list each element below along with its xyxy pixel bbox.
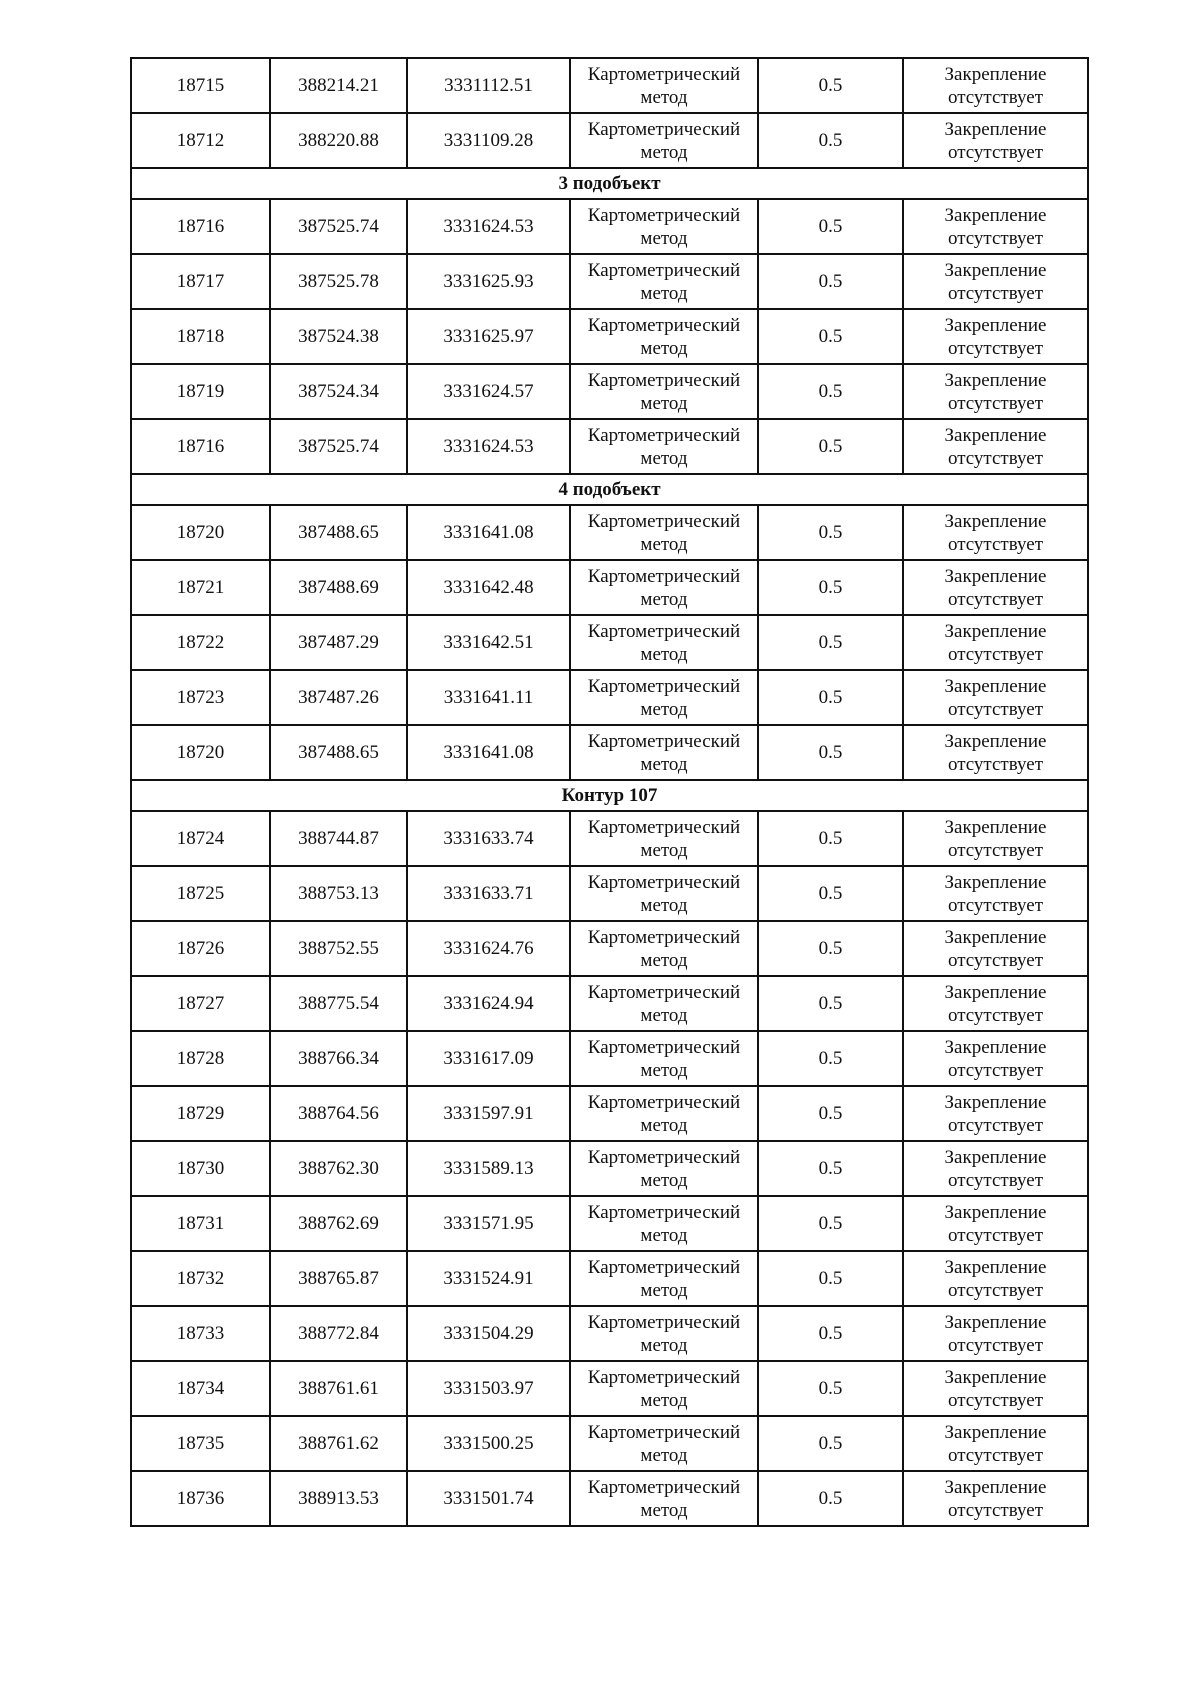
fixing-cell: Закрепление отсутствует [903, 1416, 1088, 1471]
method-cell: Картометрический метод [570, 1306, 758, 1361]
accuracy-cell: 0.5 [758, 309, 903, 364]
method-cell: Картометрический метод [570, 811, 758, 866]
accuracy-cell: 0.5 [758, 560, 903, 615]
accuracy-cell: 0.5 [758, 866, 903, 921]
accuracy-cell: 0.5 [758, 1361, 903, 1416]
method-cell: Картометрический метод [570, 670, 758, 725]
point-number-cell: 18728 [131, 1031, 270, 1086]
x-coordinate-cell: 387487.29 [270, 615, 407, 670]
accuracy-cell: 0.5 [758, 921, 903, 976]
method-cell: Картометрический метод [570, 254, 758, 309]
method-cell: Картометрический метод [570, 615, 758, 670]
fixing-cell: Закрепление отсутствует [903, 58, 1088, 113]
y-coordinate-cell: 3331642.51 [407, 615, 570, 670]
x-coordinate-cell: 387487.26 [270, 670, 407, 725]
table-row [131, 811, 1088, 866]
accuracy-cell: 0.5 [758, 113, 903, 168]
accuracy-cell: 0.5 [758, 199, 903, 254]
method-cell: Картометрический метод [570, 1086, 758, 1141]
accuracy-cell: 0.5 [758, 1141, 903, 1196]
fixing-cell: Закрепление отсутствует [903, 309, 1088, 364]
point-number-cell: 18733 [131, 1306, 270, 1361]
x-coordinate-cell: 388753.13 [270, 866, 407, 921]
y-coordinate-cell: 3331624.94 [407, 976, 570, 1031]
accuracy-cell: 0.5 [758, 1086, 903, 1141]
point-number-cell: 18716 [131, 419, 270, 474]
y-coordinate-cell: 3331624.57 [407, 364, 570, 419]
point-number-cell: 18712 [131, 113, 270, 168]
y-coordinate-cell: 3331633.71 [407, 866, 570, 921]
y-coordinate-cell: 3331625.97 [407, 309, 570, 364]
y-coordinate-cell: 3331624.53 [407, 199, 570, 254]
x-coordinate-cell: 388766.34 [270, 1031, 407, 1086]
accuracy-cell: 0.5 [758, 58, 903, 113]
coordinates-table [130, 57, 1089, 1527]
fixing-cell: Закрепление отсутствует [903, 1141, 1088, 1196]
table-row [131, 1196, 1088, 1251]
method-cell: Картометрический метод [570, 309, 758, 364]
method-cell: Картометрический метод [570, 1361, 758, 1416]
x-coordinate-cell: 388220.88 [270, 113, 407, 168]
point-number-cell: 18725 [131, 866, 270, 921]
method-cell: Картометрический метод [570, 866, 758, 921]
point-number-cell: 18727 [131, 976, 270, 1031]
x-coordinate-cell: 388761.61 [270, 1361, 407, 1416]
section-title: 3 подобъект [131, 168, 1088, 199]
x-coordinate-cell: 388214.21 [270, 58, 407, 113]
method-cell: Картометрический метод [570, 364, 758, 419]
point-number-cell: 18723 [131, 670, 270, 725]
y-coordinate-cell: 3331589.13 [407, 1141, 570, 1196]
method-cell: Картометрический метод [570, 1251, 758, 1306]
method-cell: Картометрический метод [570, 1141, 758, 1196]
y-coordinate-cell: 3331504.29 [407, 1306, 570, 1361]
point-number-cell: 18724 [131, 811, 270, 866]
fixing-cell: Закрепление отсутствует [903, 921, 1088, 976]
table-row [131, 199, 1088, 254]
y-coordinate-cell: 3331501.74 [407, 1471, 570, 1526]
point-number-cell: 18717 [131, 254, 270, 309]
table-row [131, 976, 1088, 1031]
accuracy-cell: 0.5 [758, 1031, 903, 1086]
y-coordinate-cell: 3331642.48 [407, 560, 570, 615]
section-header-row [131, 168, 1088, 199]
fixing-cell: Закрепление отсутствует [903, 811, 1088, 866]
y-coordinate-cell: 3331633.74 [407, 811, 570, 866]
table-row [131, 1471, 1088, 1526]
fixing-cell: Закрепление отсутствует [903, 560, 1088, 615]
y-coordinate-cell: 3331641.08 [407, 505, 570, 560]
accuracy-cell: 0.5 [758, 1196, 903, 1251]
accuracy-cell: 0.5 [758, 419, 903, 474]
y-coordinate-cell: 3331641.11 [407, 670, 570, 725]
point-number-cell: 18718 [131, 309, 270, 364]
method-cell: Картометрический метод [570, 976, 758, 1031]
accuracy-cell: 0.5 [758, 1416, 903, 1471]
y-coordinate-cell: 3331641.08 [407, 725, 570, 780]
table-row [131, 309, 1088, 364]
accuracy-cell: 0.5 [758, 670, 903, 725]
coordinates-table-body [131, 58, 1088, 1526]
accuracy-cell: 0.5 [758, 1251, 903, 1306]
table-row [131, 505, 1088, 560]
point-number-cell: 18732 [131, 1251, 270, 1306]
fixing-cell: Закрепление отсутствует [903, 1251, 1088, 1306]
y-coordinate-cell: 3331617.09 [407, 1031, 570, 1086]
table-row [131, 921, 1088, 976]
accuracy-cell: 0.5 [758, 505, 903, 560]
method-cell: Картометрический метод [570, 58, 758, 113]
accuracy-cell: 0.5 [758, 976, 903, 1031]
point-number-cell: 18734 [131, 1361, 270, 1416]
section-title: 4 подобъект [131, 474, 1088, 505]
method-cell: Картометрический метод [570, 560, 758, 615]
fixing-cell: Закрепление отсутствует [903, 1361, 1088, 1416]
point-number-cell: 18729 [131, 1086, 270, 1141]
point-number-cell: 18731 [131, 1196, 270, 1251]
table-row [131, 419, 1088, 474]
x-coordinate-cell: 388765.87 [270, 1251, 407, 1306]
point-number-cell: 18721 [131, 560, 270, 615]
table-row [131, 1361, 1088, 1416]
section-title: Контур 107 [131, 780, 1088, 811]
y-coordinate-cell: 3331524.91 [407, 1251, 570, 1306]
y-coordinate-cell: 3331571.95 [407, 1196, 570, 1251]
fixing-cell: Закрепление отсутствует [903, 1031, 1088, 1086]
accuracy-cell: 0.5 [758, 254, 903, 309]
y-coordinate-cell: 3331624.53 [407, 419, 570, 474]
y-coordinate-cell: 3331625.93 [407, 254, 570, 309]
x-coordinate-cell: 387525.78 [270, 254, 407, 309]
y-coordinate-cell: 3331597.91 [407, 1086, 570, 1141]
table-row [131, 1306, 1088, 1361]
point-number-cell: 18716 [131, 199, 270, 254]
table-row [131, 113, 1088, 168]
point-number-cell: 18730 [131, 1141, 270, 1196]
point-number-cell: 18720 [131, 725, 270, 780]
fixing-cell: Закрепление отсутствует [903, 1471, 1088, 1526]
table-row [131, 1416, 1088, 1471]
table-row [131, 1141, 1088, 1196]
fixing-cell: Закрепление отсутствует [903, 670, 1088, 725]
fixing-cell: Закрепление отсутствует [903, 1306, 1088, 1361]
x-coordinate-cell: 388744.87 [270, 811, 407, 866]
accuracy-cell: 0.5 [758, 1306, 903, 1361]
fixing-cell: Закрепление отсутствует [903, 199, 1088, 254]
point-number-cell: 18722 [131, 615, 270, 670]
point-number-cell: 18736 [131, 1471, 270, 1526]
table-row [131, 254, 1088, 309]
method-cell: Картометрический метод [570, 921, 758, 976]
x-coordinate-cell: 388764.56 [270, 1086, 407, 1141]
fixing-cell: Закрепление отсутствует [903, 615, 1088, 670]
point-number-cell: 18715 [131, 58, 270, 113]
method-cell: Картометрический метод [570, 1031, 758, 1086]
fixing-cell: Закрепление отсутствует [903, 113, 1088, 168]
method-cell: Картометрический метод [570, 505, 758, 560]
accuracy-cell: 0.5 [758, 615, 903, 670]
table-row [131, 866, 1088, 921]
x-coordinate-cell: 388752.55 [270, 921, 407, 976]
accuracy-cell: 0.5 [758, 811, 903, 866]
x-coordinate-cell: 388762.69 [270, 1196, 407, 1251]
y-coordinate-cell: 3331624.76 [407, 921, 570, 976]
method-cell: Картометрический метод [570, 199, 758, 254]
x-coordinate-cell: 387488.65 [270, 725, 407, 780]
table-row [131, 1031, 1088, 1086]
fixing-cell: Закрепление отсутствует [903, 419, 1088, 474]
x-coordinate-cell: 387524.34 [270, 364, 407, 419]
x-coordinate-cell: 388775.54 [270, 976, 407, 1031]
point-number-cell: 18720 [131, 505, 270, 560]
x-coordinate-cell: 388762.30 [270, 1141, 407, 1196]
table-row [131, 1251, 1088, 1306]
point-number-cell: 18735 [131, 1416, 270, 1471]
y-coordinate-cell: 3331112.51 [407, 58, 570, 113]
y-coordinate-cell: 3331503.97 [407, 1361, 570, 1416]
x-coordinate-cell: 388913.53 [270, 1471, 407, 1526]
accuracy-cell: 0.5 [758, 1471, 903, 1526]
accuracy-cell: 0.5 [758, 364, 903, 419]
table-row [131, 670, 1088, 725]
x-coordinate-cell: 388772.84 [270, 1306, 407, 1361]
section-header-row [131, 474, 1088, 505]
method-cell: Картометрический метод [570, 113, 758, 168]
x-coordinate-cell: 387524.38 [270, 309, 407, 364]
fixing-cell: Закрепление отсутствует [903, 254, 1088, 309]
x-coordinate-cell: 387525.74 [270, 199, 407, 254]
fixing-cell: Закрепление отсутствует [903, 1196, 1088, 1251]
table-row [131, 560, 1088, 615]
method-cell: Картометрический метод [570, 419, 758, 474]
method-cell: Картометрический метод [570, 1416, 758, 1471]
y-coordinate-cell: 3331500.25 [407, 1416, 570, 1471]
section-header-row [131, 780, 1088, 811]
table-row [131, 1086, 1088, 1141]
fixing-cell: Закрепление отсутствует [903, 505, 1088, 560]
y-coordinate-cell: 3331109.28 [407, 113, 570, 168]
accuracy-cell: 0.5 [758, 725, 903, 780]
table-row [131, 58, 1088, 113]
point-number-cell: 18719 [131, 364, 270, 419]
table-row [131, 725, 1088, 780]
method-cell: Картометрический метод [570, 725, 758, 780]
x-coordinate-cell: 387525.74 [270, 419, 407, 474]
fixing-cell: Закрепление отсутствует [903, 725, 1088, 780]
x-coordinate-cell: 388761.62 [270, 1416, 407, 1471]
fixing-cell: Закрепление отсутствует [903, 866, 1088, 921]
point-number-cell: 18726 [131, 921, 270, 976]
method-cell: Картометрический метод [570, 1196, 758, 1251]
table-row [131, 364, 1088, 419]
x-coordinate-cell: 387488.69 [270, 560, 407, 615]
fixing-cell: Закрепление отсутствует [903, 364, 1088, 419]
fixing-cell: Закрепление отсутствует [903, 1086, 1088, 1141]
x-coordinate-cell: 387488.65 [270, 505, 407, 560]
method-cell: Картометрический метод [570, 1471, 758, 1526]
table-row [131, 615, 1088, 670]
fixing-cell: Закрепление отсутствует [903, 976, 1088, 1031]
